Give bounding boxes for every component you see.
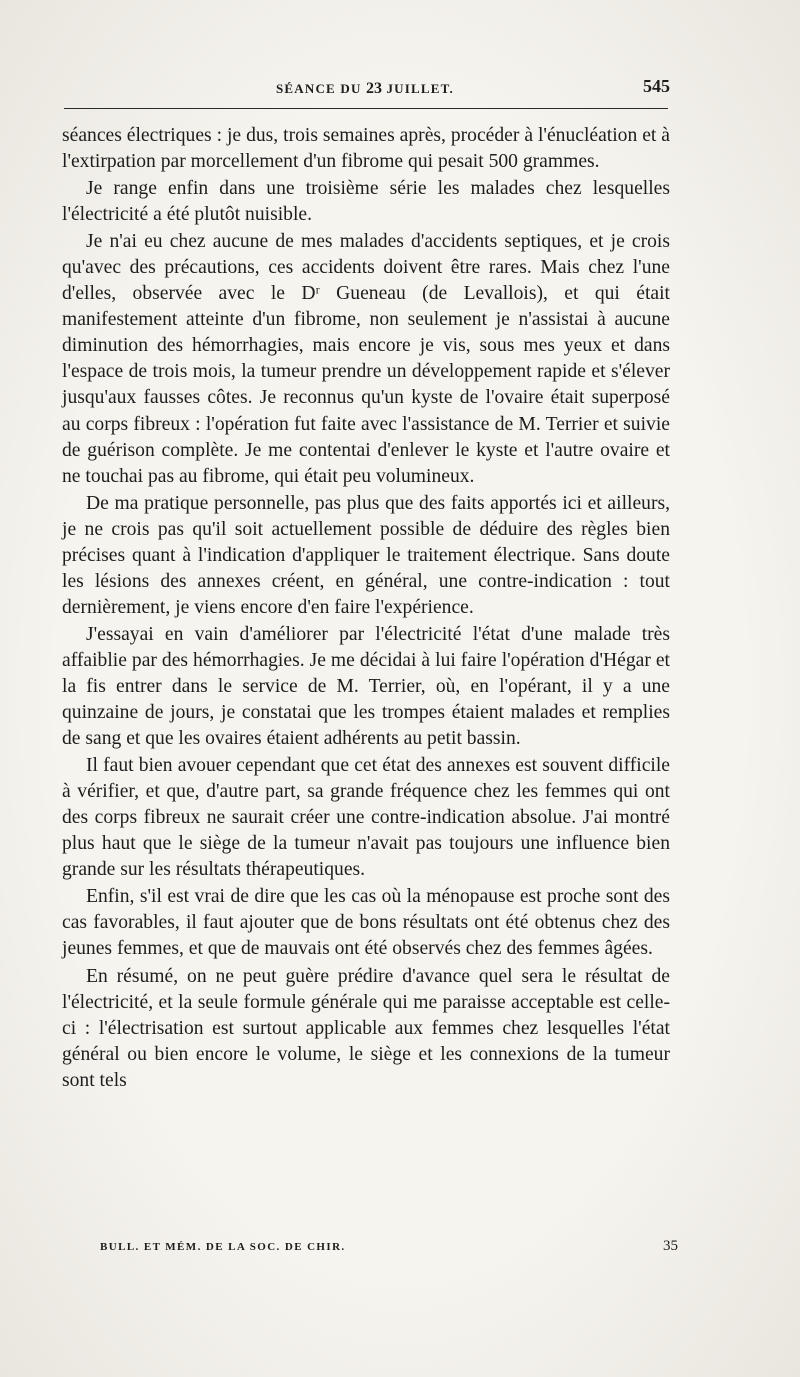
running-head	[60, 76, 670, 100]
page-number: 545	[643, 76, 670, 96]
paragraph-continuation: séances électriques : je dus, trois semaines après, procéder à l'énucléation et à l'extirpation par morcellement d'un fibrome qui pesait 500 grammes.	[62, 125, 670, 173]
paragraph: Je n'ai eu chez aucune de mes malades d'accidents septiques, et je crois qu'avec des précautions, ces accidents doivent être rares. Mais chez l'une d'elles, observée avec le Dʳ Gueneau (de Levallois), et qui était manifestement atteinte d'un fibrome, non seulement je n'assistai à aucune diminution des hémorrhagies, mais encore je vis, sous mes yeux et dans l'espace de trois mois, la tumeur prendre un développement rapide et s'élever jusqu'aux fausses côtes. Je reconnus qu'un kyste de l'ovaire était superposé au corps fibreux : l'opération fut faite avec l'assistance de M. Terrier et suivie de guérison complète. Je me contentai d'enlever le kyste et l'autre ovaire et ne touchai pas au fibrome, qui était peu volumineux.	[62, 231, 670, 487]
signature-mark: 35	[663, 1238, 678, 1254]
page-footer	[100, 1238, 678, 1260]
running-title-day: 23	[366, 80, 383, 97]
paragraph: Il faut bien avouer cependant que cet état des annexes est souvent difficile à vérifier, et que, d'autre part, sa grande fréquence chez les femmes qui ont des corps fibreux ne saurait créer une contre-indication absolue. J'ai montré plus haut que le siège de la tumeur n'avait pas toujours une influence bien grande sur les résultats thérapeutiques.	[62, 755, 670, 881]
paragraph: J'essayai en vain d'améliorer par l'électricité l'état d'une malade très affaiblie par des hémorrhagies. Je me décidai à lui faire l'opération d'Hégar et la fis entrer dans le service de M. Terrier, où, en l'opérant, il y a une quinzaine de jours, je constatai que les trompes étaient malades et remplies de sang et que les ovaires étaient adhérents au petit bassin.	[62, 623, 670, 750]
body-text	[62, 123, 670, 1094]
paragraph: Enfin, s'il est vrai de dire que les cas où la ménopause est proche sont des cas favorables, il faut ajouter que de bons résultats ont été obtenus chez des jeunes femmes, et que de mauvais ont été observés chez des femmes âgées.	[62, 886, 670, 960]
journal-footer: BULL. ET MÉM. DE LA SOC. DE CHIR.	[100, 1241, 346, 1253]
running-title-suffix: JUILLET.	[386, 81, 454, 96]
running-title-prefix: SÉANCE DU	[275, 81, 362, 96]
paragraph: Je range enfin dans une troisième série les malades chez lesquelles l'électricité a été plutôt nuisible.	[62, 178, 670, 226]
paragraph: De ma pratique personnelle, pas plus que des faits apportés ici et ailleurs, je ne crois pas qu'il soit actuellement possible de déduire des règles bien précises quant à l'indication d'appliquer le traitement électrique. Sans doute les lésions des annexes créent, en général, une contre-indication : tout dernièrement, je viens encore d'en faire l'expérience.	[62, 492, 670, 618]
running-title	[60, 80, 670, 98]
header-rule	[64, 108, 668, 109]
paragraph: En résumé, on ne peut guère prédire d'avance quel sera le résultat de l'électricité, et la seule formule générale qui me paraisse acceptable est celle-ci : l'électrisation est surtout applicable aux femmes chez lesquelles l'état général ou bien encore le volume, le siège et les connexions de la tumeur sont tels	[62, 965, 670, 1091]
